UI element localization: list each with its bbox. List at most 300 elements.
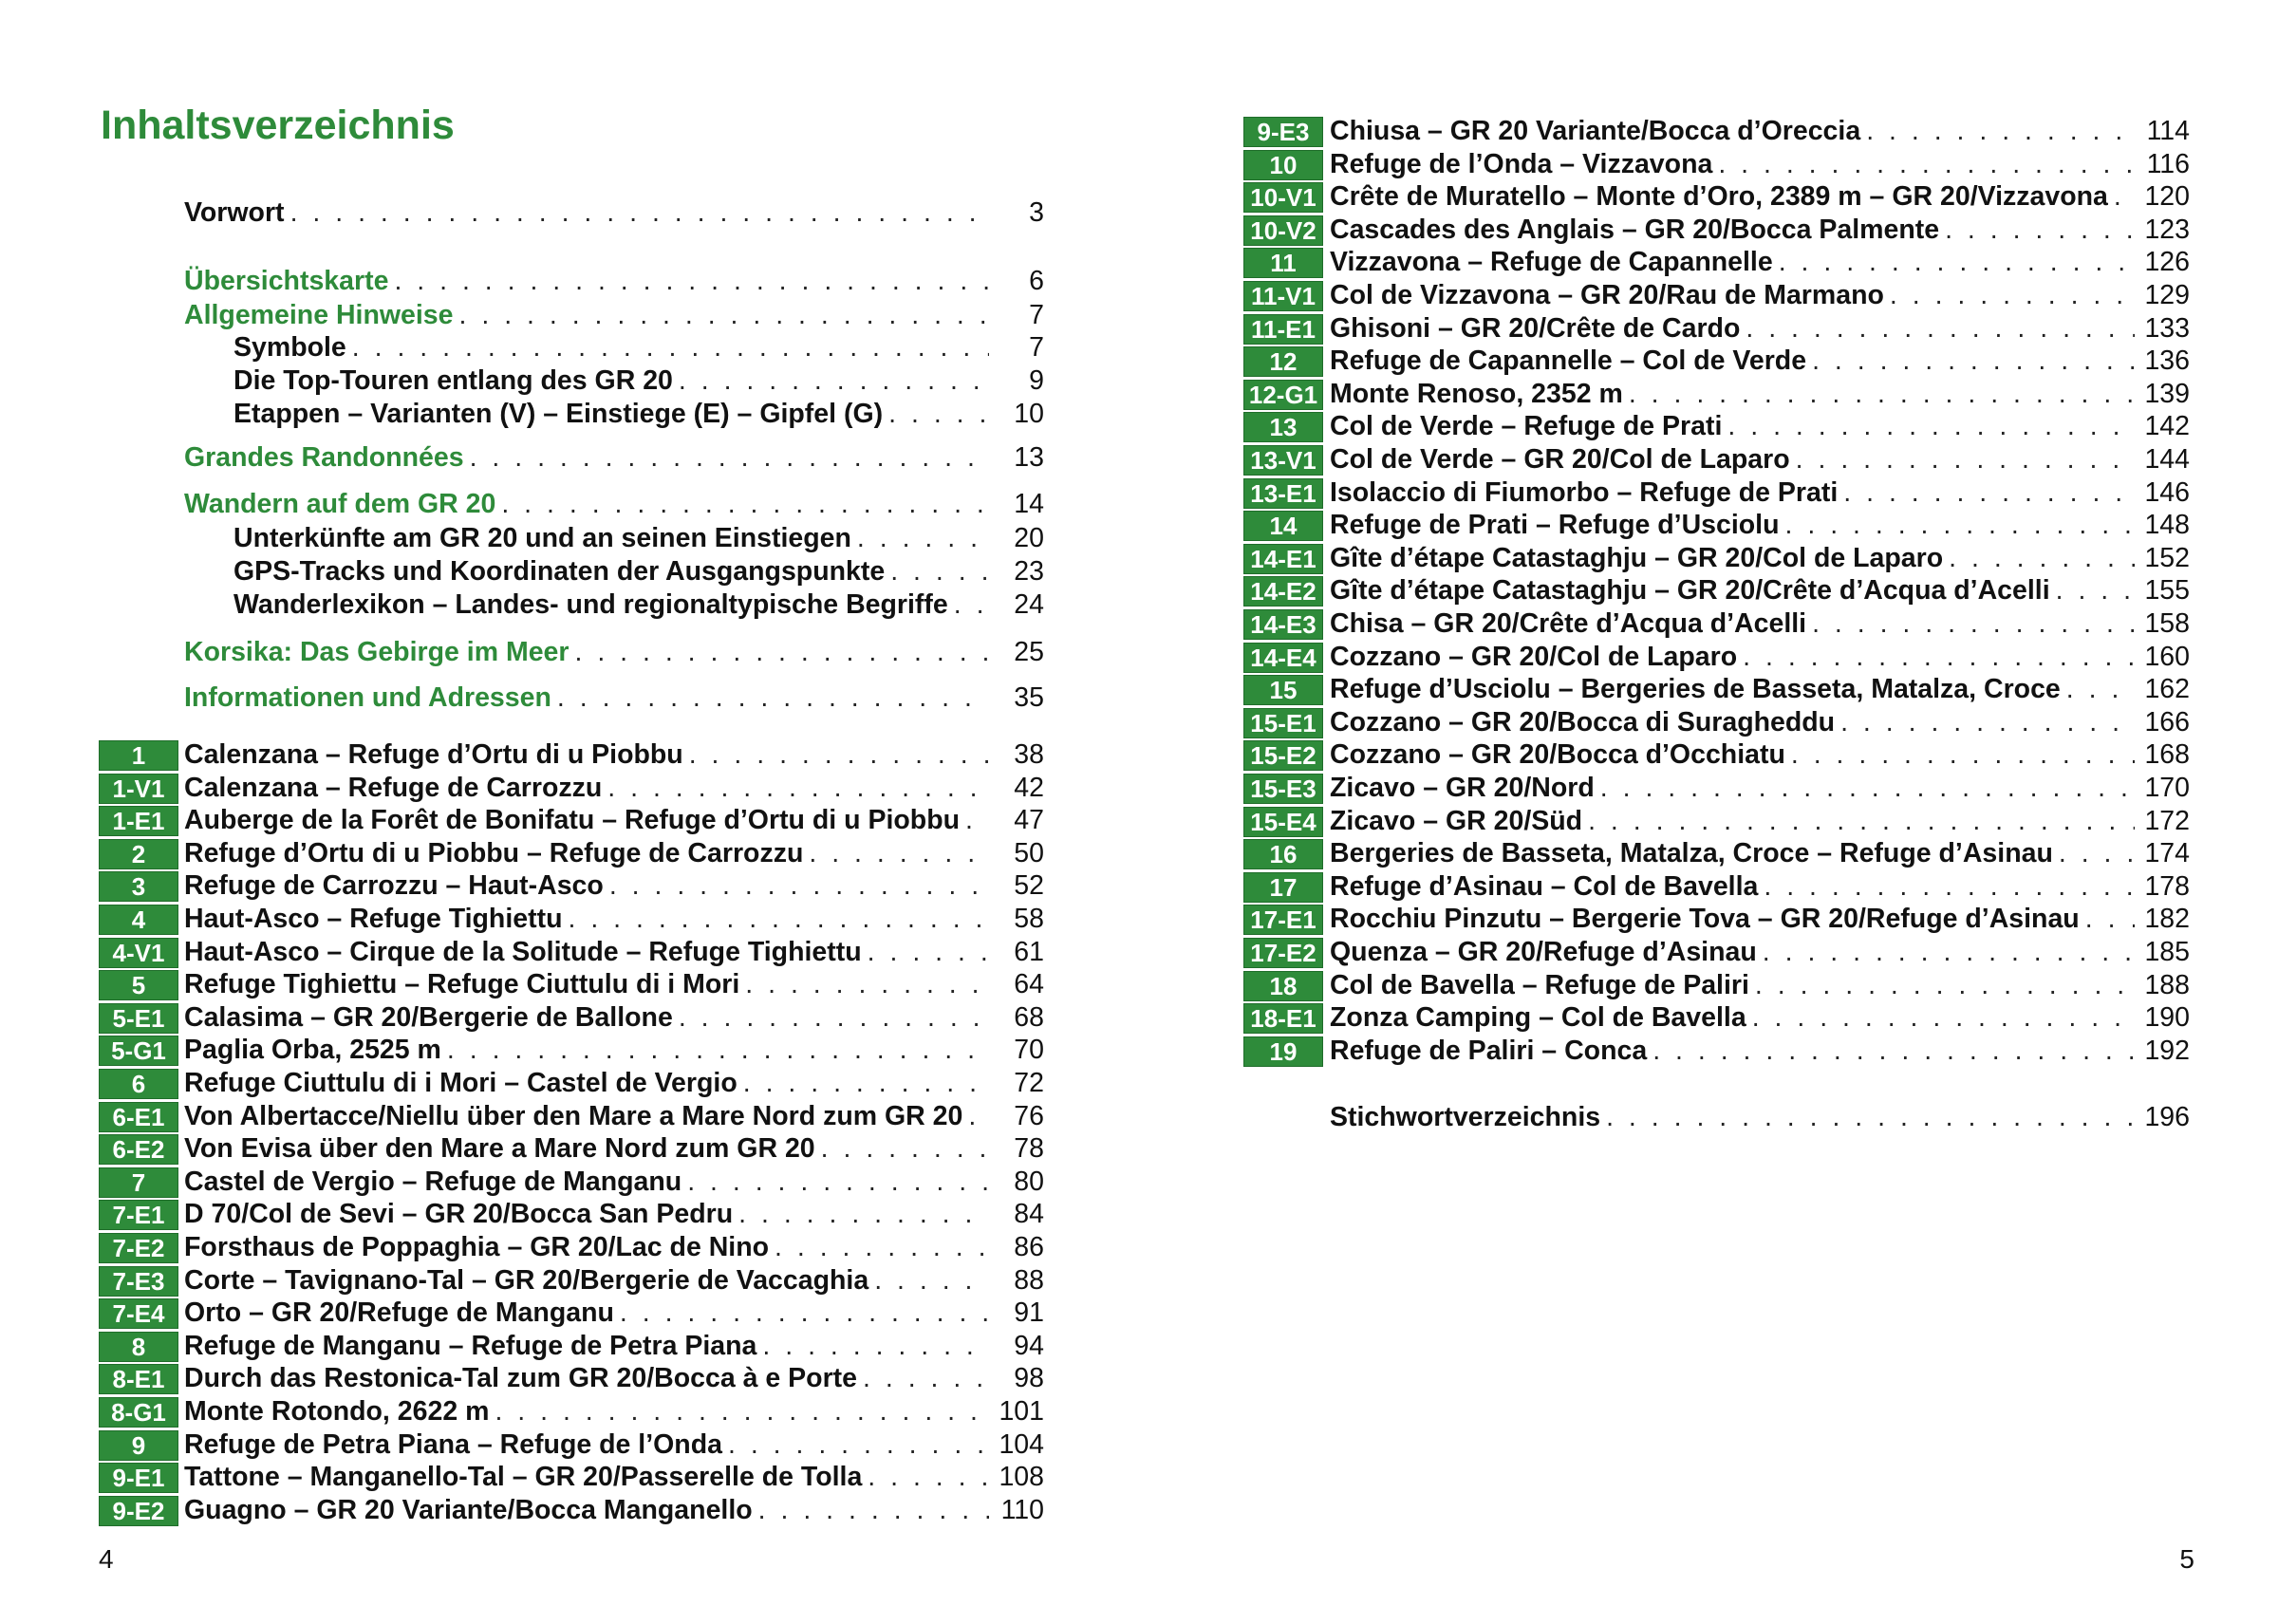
dot-leader [620, 1297, 989, 1328]
dot-leader [1796, 444, 2135, 475]
stage-code-badge: 18-E1 [1243, 1003, 1323, 1034]
tour-entry[interactable] [184, 805, 1044, 835]
stage-code-badge: 6-E1 [99, 1102, 178, 1132]
entry-title: Refuge de l’Onda – Vizzavona [1330, 148, 1713, 179]
stage-code-badge: 13 [1243, 412, 1323, 442]
stage-code-badge: 9-E3 [1243, 117, 1323, 147]
entry-title: Refuge de Carrozzu – Haut-Asco [184, 870, 604, 902]
stage-code-badge: 14-E1 [1243, 544, 1323, 574]
tour-entry[interactable] [1330, 937, 2190, 967]
tour-entry[interactable] [184, 1297, 1044, 1328]
entry-page-number: 174 [2144, 838, 2190, 869]
dot-leader [968, 1101, 989, 1131]
entry-page-number: 10 [1014, 399, 1044, 429]
entry-page-number: 84 [1014, 1199, 1044, 1230]
toc-entry[interactable] [233, 332, 1044, 363]
entry-title: Guagno – GR 20 Variante/Bocca Manganello [184, 1494, 753, 1525]
stage-code-badge: 7 [99, 1167, 178, 1198]
entry-page-number: 13 [1014, 442, 1044, 473]
dot-leader [679, 365, 989, 396]
entry-title: Ghisoni – GR 20/Crête de Cardo [1330, 312, 1741, 344]
toc-entry[interactable] [184, 442, 1044, 473]
stage-code-badge: 4-V1 [99, 938, 178, 968]
tour-entry[interactable] [1330, 904, 2190, 934]
dot-leader [758, 1495, 989, 1525]
entry-title: Paglia Orba, 2525 m [184, 1035, 441, 1066]
dot-leader [569, 904, 990, 934]
stage-code-badge: 12-G1 [1243, 380, 1323, 410]
entry-page-number: 123 [2144, 214, 2190, 245]
entry-page-number: 146 [2144, 476, 2190, 508]
entry-title: Gîte d’étape Catastaghju – GR 20/Col de Laparo [1330, 542, 1944, 573]
entry-title: Etappen – Varianten (V) – Einstiege (E) – Gipfel (G) [233, 399, 884, 429]
stage-code-badge: 2 [99, 839, 178, 869]
page-title: Inhaltsverzeichnis [101, 103, 455, 148]
tour-entry[interactable] [1330, 280, 2190, 310]
entry-title: Refuge d’Usciolu – Bergeries de Basseta, Matalza, Croce [1330, 674, 2061, 705]
entry-title: Vizzavona – Refuge de Capannelle [1330, 247, 1773, 278]
tour-entry[interactable] [1330, 543, 2190, 573]
entry-title: Refuge de Capannelle – Col de Verde [1330, 345, 1807, 377]
dot-leader [495, 1396, 989, 1427]
entry-page-number: 120 [2144, 181, 2190, 213]
dot-leader [1718, 149, 2135, 179]
entry-title: Zicavo – GR 20/Nord [1330, 773, 1595, 803]
stage-code-badge: 1 [99, 740, 178, 771]
tour-entry[interactable] [1330, 1002, 2190, 1033]
tour-entry[interactable] [184, 1199, 1044, 1229]
dot-leader [501, 489, 989, 519]
stage-code-badge: 5 [99, 970, 178, 1000]
entry-page-number: 170 [2144, 773, 2190, 803]
entry-page-number: 35 [1014, 682, 1044, 713]
tour-entry[interactable] [1330, 444, 2190, 475]
dot-leader [821, 1133, 989, 1164]
entry-page-number: 88 [1014, 1264, 1044, 1296]
dot-leader [1866, 116, 2135, 146]
entry-title: D 70/Col de Sevi – GR 20/Bocca San Pedru [184, 1199, 734, 1230]
entry-page-number: 104 [999, 1428, 1044, 1460]
entry-title: Col de Bavella – Refuge de Paliri [1330, 969, 1749, 1000]
entry-page-number: 64 [1014, 969, 1044, 1000]
stage-code-badge: 11-E1 [1243, 314, 1323, 345]
entry-page-number: 188 [2144, 969, 2190, 1000]
dot-leader [874, 1265, 989, 1296]
entry-page-number: 172 [2144, 805, 2190, 836]
stage-code-badge: 10-V2 [1243, 215, 1323, 246]
stage-code-badge: 8-E1 [99, 1364, 178, 1394]
entry-page-number: 3 [1029, 197, 1044, 228]
entry-title: Tattone – Manganello-Tal – GR 20/Passerelle de Tolla [184, 1462, 863, 1493]
entry-title: Refuge de Prati – Refuge d’Usciolu [1330, 510, 1780, 541]
entry-title: Cascades des Anglais – GR 20/Bocca Palmente [1330, 214, 1940, 245]
entry-title: Bergeries de Basseta, Matalza, Croce – Refuge d’Asinau [1330, 838, 2053, 869]
dot-leader [1606, 1102, 2135, 1132]
tour-entry[interactable] [1330, 739, 2190, 770]
stage-code-badge: 16 [1243, 839, 1323, 869]
entry-page-number: 144 [2144, 444, 2190, 475]
dot-leader [1743, 642, 2135, 672]
entry-page-number: 42 [1014, 772, 1044, 803]
entry-page-number: 101 [999, 1396, 1044, 1427]
tour-entry[interactable] [1330, 674, 2190, 704]
tour-entry[interactable] [1330, 575, 2190, 606]
toc-entry[interactable] [233, 399, 1044, 429]
tour-entry[interactable] [1330, 116, 2190, 146]
entry-page-number: 182 [2144, 904, 2190, 935]
dot-leader [1763, 937, 2135, 967]
stage-code-badge: 9 [99, 1430, 178, 1461]
stage-code-badge: 11-V1 [1243, 281, 1323, 311]
stage-code-badge: 14-E4 [1243, 643, 1323, 673]
tour-entry[interactable] [1330, 313, 2190, 344]
entry-title: Haut-Asco – Cirque de la Solitude – Refuge Tighiettu [184, 936, 862, 967]
entry-page-number: 72 [1014, 1068, 1044, 1098]
tour-entry[interactable] [1330, 773, 2190, 803]
entry-title: Refuge d’Asinau – Col de Bavella [1330, 870, 1759, 902]
entry-page-number: 158 [2144, 608, 2190, 639]
dot-leader [1629, 379, 2135, 409]
stage-code-badge: 10 [1243, 150, 1323, 180]
tour-entry[interactable] [1330, 149, 2190, 179]
dot-leader [609, 870, 989, 901]
entry-title: Calasima – GR 20/Bergerie de Ballone [184, 1001, 673, 1033]
stage-code-badge: 5-E1 [99, 1003, 178, 1034]
dot-leader [1945, 215, 2135, 245]
entry-title: Refuge Ciuttulu di i Mori – Castel de Vergio [184, 1068, 738, 1098]
stage-code-badge: 7-E1 [99, 1200, 178, 1230]
tour-entry[interactable] [1330, 510, 2190, 540]
entry-page-number: 38 [1014, 739, 1044, 770]
dot-leader [607, 773, 989, 803]
stage-code-badge: 6-E2 [99, 1134, 178, 1165]
right-page [1139, 0, 2278, 1624]
stage-code-badge: 6 [99, 1069, 178, 1099]
entry-page-number: 185 [2144, 937, 2190, 967]
dot-leader [745, 969, 989, 999]
entry-page-number: 190 [2144, 1002, 2190, 1034]
dot-leader [1812, 345, 2135, 376]
tour-entry[interactable] [184, 870, 1044, 901]
tour-entry[interactable] [1330, 181, 2190, 212]
entry-title: Wandern auf dem GR 20 [184, 489, 496, 519]
entry-title: Cozzano – GR 20/Bocca d’Occhiatu [1330, 739, 1785, 771]
stage-code-badge: 9-E1 [99, 1463, 178, 1493]
entry-title: Korsika: Das Gebirge im Meer [184, 637, 570, 667]
dot-leader [965, 805, 989, 835]
tour-entry[interactable] [1330, 247, 2190, 277]
entry-title: Unterkünfte am GR 20 und an seinen Einstiegen [233, 523, 851, 553]
toc-entry[interactable] [184, 300, 1044, 330]
tour-entry[interactable] [184, 1429, 1044, 1460]
tour-entry[interactable] [1330, 970, 2190, 1000]
stage-code-badge: 15-E3 [1243, 774, 1323, 804]
entry-page-number: 52 [1014, 870, 1044, 902]
dot-leader [1652, 1036, 2135, 1066]
entry-title: Übersichtskarte [184, 266, 389, 296]
entry-title: Castel de Vergio – Refuge de Manganu [184, 1166, 682, 1197]
entry-title: GPS-Tracks und Koordinaten der Ausgangspunkte [233, 556, 886, 587]
entry-page-number: 160 [2144, 641, 2190, 672]
entry-page-number: 142 [2144, 411, 2190, 442]
stage-code-badge: 11 [1243, 248, 1323, 278]
tour-entry[interactable] [184, 1232, 1044, 1262]
tour-entry[interactable] [1330, 411, 2190, 441]
dot-leader [1600, 773, 2135, 803]
entry-page-number: 110 [1000, 1494, 1044, 1525]
entry-page-number: 136 [2144, 345, 2190, 377]
dot-leader [2114, 181, 2135, 212]
stage-code-badge: 19 [1243, 1036, 1323, 1067]
entry-page-number: 9 [1029, 365, 1044, 396]
tour-entry[interactable] [184, 1265, 1044, 1296]
entry-page-number: 14 [1014, 489, 1044, 519]
stage-code-badge: 1-E1 [99, 806, 178, 836]
entry-page-number: 78 [1014, 1133, 1044, 1165]
toc-entry[interactable] [184, 682, 1044, 713]
entry-title: Zonza Camping – Col de Bavella [1330, 1002, 1746, 1034]
entry-page-number: 91 [1014, 1297, 1044, 1329]
tour-entry[interactable] [184, 1101, 1044, 1131]
stage-code-badge: 14 [1243, 511, 1323, 541]
entry-title: Von Albertacce/Niellu über den Mare a Mare Nord zum GR 20 [184, 1100, 963, 1131]
dot-leader [868, 937, 989, 967]
entry-title: Refuge d’Ortu di u Piobbu – Refuge de Carrozzu [184, 837, 804, 868]
entry-page-number: 7 [1029, 332, 1044, 363]
entry-title: Refuge Tighiettu – Refuge Ciuttulu di i Mori [184, 969, 740, 1000]
tour-entry[interactable] [1330, 642, 2190, 672]
dot-leader [1755, 970, 2135, 1000]
dot-leader [557, 682, 989, 713]
dot-leader [1779, 247, 2135, 277]
entry-page-number: 148 [2144, 510, 2190, 541]
dot-leader [1890, 280, 2135, 310]
dot-leader [1746, 313, 2135, 344]
tour-entry[interactable] [1330, 806, 2190, 836]
entry-page-number: 7 [1029, 300, 1044, 330]
dot-leader [679, 1002, 989, 1033]
stage-code-badge: 15-E4 [1243, 807, 1323, 837]
tour-entry[interactable] [184, 1133, 1044, 1164]
dot-leader [352, 332, 989, 363]
tour-entry[interactable] [1330, 707, 2190, 737]
stage-code-badge: 9-E2 [99, 1496, 178, 1526]
toc-entry[interactable] [233, 556, 1044, 587]
stage-code-badge: 12 [1243, 346, 1323, 377]
dot-leader [575, 637, 990, 667]
dot-leader [857, 523, 989, 553]
tour-entry[interactable] [184, 937, 1044, 967]
toc-entry[interactable] [184, 489, 1044, 519]
tour-entry[interactable] [1330, 215, 2190, 245]
dot-leader [1840, 707, 2135, 737]
stage-code-badge: 8-G1 [99, 1397, 178, 1428]
tour-entry[interactable] [1330, 379, 2190, 409]
index-entry-row[interactable] [1330, 1102, 2190, 1132]
tour-entry[interactable] [1330, 838, 2190, 868]
entry-page-number: 166 [2144, 706, 2190, 737]
stage-code-badge: 3 [99, 871, 178, 902]
entry-page-number: 94 [1014, 1330, 1044, 1361]
entry-page-number: 108 [999, 1462, 1044, 1493]
entry-page-number: 152 [2144, 542, 2190, 573]
toc-entry[interactable] [233, 523, 1044, 553]
stage-code-badge: 15-E1 [1243, 708, 1323, 738]
entry-title: Durch das Restonica-Tal zum GR 20/Bocca à e Porte [184, 1363, 858, 1394]
stage-code-badge: 17-E1 [1243, 905, 1323, 935]
stage-code-badge: 17 [1243, 872, 1323, 903]
entry-title: Isolaccio di Fiumorbo – Refuge de Prati [1330, 476, 1839, 508]
entry-title: Col de Verde – Refuge de Prati [1330, 411, 1723, 442]
entry-title: Col de Vizzavona – GR 20/Rau de Marmano [1330, 280, 1884, 310]
dot-leader [954, 589, 989, 620]
stage-code-badge: 10-V1 [1243, 182, 1323, 213]
stage-code-badge: 15-E2 [1243, 740, 1323, 771]
entry-title: Wanderlexikon – Landes- und regionaltypische Begriffe [233, 589, 948, 620]
stage-code-badge: 14-E2 [1243, 576, 1323, 607]
entry-page-number: 68 [1014, 1001, 1044, 1033]
stage-code-badge: 14-E3 [1243, 609, 1323, 640]
tour-entry[interactable] [184, 1495, 1044, 1525]
dot-leader [762, 1331, 989, 1361]
dot-leader [689, 739, 989, 770]
tour-entry[interactable] [184, 904, 1044, 934]
tour-entry[interactable] [184, 1396, 1044, 1427]
toc-entry[interactable] [233, 365, 1044, 396]
dot-leader [2056, 575, 2135, 606]
dot-leader [868, 1462, 989, 1492]
tour-entry[interactable] [184, 969, 1044, 999]
stage-code-badge: 7-E2 [99, 1233, 178, 1263]
dot-leader [863, 1363, 989, 1393]
entry-title: Gîte d’étape Catastaghju – GR 20/Crête d’Acqua d’Acelli [1330, 575, 2050, 607]
entry-title: Von Evisa über den Mare a Mare Nord zum GR 20 [184, 1133, 815, 1165]
dot-leader [1785, 510, 2135, 540]
entry-title: Quenza – GR 20/Refuge d’Asinau [1330, 937, 1757, 967]
dot-leader [2066, 674, 2135, 704]
page-number-left: 4 [99, 1544, 114, 1574]
tour-entry[interactable] [184, 739, 1044, 770]
stage-code-badge: 1-V1 [99, 774, 178, 804]
entry-page-number: 133 [2144, 312, 2190, 344]
entry-page-number: 25 [1014, 637, 1044, 667]
tour-entry[interactable] [184, 1167, 1044, 1197]
dot-leader [447, 1035, 989, 1065]
entry-title: Corte – Tavignano-Tal – GR 20/Bergerie de Vaccaghia [184, 1264, 869, 1296]
tour-entry[interactable] [184, 773, 1044, 803]
entry-page-number: 126 [2144, 247, 2190, 278]
stage-code-badge: 5-G1 [99, 1036, 178, 1066]
dot-leader [394, 266, 989, 296]
entry-page-number: 50 [1014, 837, 1044, 868]
dot-leader [890, 556, 989, 587]
tour-entry[interactable] [1330, 608, 2190, 639]
tour-entry[interactable] [184, 1462, 1044, 1492]
entry-page-number: 98 [1014, 1363, 1044, 1394]
entry-title: Calenzana – Refuge de Carrozzu [184, 772, 603, 803]
stage-code-badge: 7-E3 [99, 1266, 178, 1297]
entry-page-number: 58 [1014, 904, 1044, 934]
entry-page-number: 162 [2144, 674, 2190, 705]
dot-leader [809, 838, 989, 868]
entry-page-number: 178 [2144, 870, 2190, 902]
entry-title: Crête de Muratello – Monte d’Oro, 2389 m – GR 20/Vizzavona [1330, 181, 2108, 213]
tour-entry[interactable] [184, 1035, 1044, 1065]
dot-leader [743, 1068, 989, 1098]
entry-page-number: 61 [1014, 936, 1044, 967]
dot-leader [459, 300, 989, 330]
entry-title: Informationen und Adressen [184, 682, 551, 713]
dot-leader [1727, 411, 2135, 441]
tour-entry[interactable] [184, 1331, 1044, 1361]
stage-code-badge: 17-E2 [1243, 938, 1323, 968]
entry-title: Haut-Asco – Refuge Tighiettu [184, 904, 563, 934]
entry-page-number: 116 [2146, 148, 2190, 179]
entry-page-number: 80 [1014, 1166, 1044, 1197]
entry-page-number: 129 [2144, 280, 2190, 310]
dot-leader [1791, 739, 2135, 770]
tour-entry[interactable] [1330, 1036, 2190, 1066]
entry-page-number: 47 [1014, 805, 1044, 836]
dot-leader [1588, 806, 2135, 836]
entry-page-number: 139 [2144, 378, 2190, 409]
toc-entry[interactable] [184, 266, 1044, 296]
toc-entry[interactable] [184, 197, 1044, 228]
entry-page-number: 168 [2144, 739, 2190, 771]
entry-title: Zicavo – GR 20/Süd [1330, 805, 1583, 836]
page-number-right: 5 [2179, 1544, 2194, 1574]
entry-title: Auberge de la Forêt de Bonifatu – Refuge d’Ortu di u Piobbu [184, 805, 961, 836]
stage-code-badge: 18 [1243, 971, 1323, 1001]
tour-entry[interactable] [1330, 345, 2190, 376]
entry-title: Rocchiu Pinzutu – Bergerie Tova – GR 20/Refuge d’Asinau [1330, 904, 2080, 935]
dot-leader [2059, 838, 2135, 868]
dot-leader [1843, 477, 2135, 508]
entry-title: Monte Renoso, 2352 m [1330, 378, 1623, 409]
entry-title: Col de Verde – GR 20/Col de Laparo [1330, 444, 1790, 475]
stage-code-badge: 7-E4 [99, 1298, 178, 1329]
dot-leader [290, 197, 989, 228]
dot-leader [687, 1167, 989, 1197]
dot-leader [888, 399, 989, 429]
entry-page-number: 196 [2144, 1102, 2190, 1132]
toc-entry[interactable] [233, 589, 1044, 620]
tour-entry[interactable] [184, 838, 1044, 868]
stage-code-badge: 13-E1 [1243, 478, 1323, 509]
entry-title: Monte Rotondo, 2622 m [184, 1396, 490, 1427]
entry-title: Cozzano – GR 20/Col de Laparo [1330, 641, 1738, 672]
stage-code-badge: 15 [1243, 675, 1323, 705]
entry-page-number: 6 [1029, 266, 1044, 296]
tour-entry[interactable] [1330, 477, 2190, 508]
entry-title: Chiusa – GR 20 Variante/Bocca d’Oreccia [1330, 116, 1861, 146]
tour-entry[interactable] [1330, 871, 2190, 902]
dot-leader [2085, 904, 2135, 934]
dot-leader [1949, 543, 2135, 573]
toc-entry[interactable] [184, 637, 1044, 667]
dot-leader [1764, 871, 2135, 902]
entry-page-number: 20 [1014, 523, 1044, 553]
entry-page-number: 24 [1014, 589, 1044, 620]
dot-leader [470, 442, 989, 473]
tour-entry[interactable] [184, 1363, 1044, 1393]
entry-title: Chisa – GR 20/Crête d’Acqua d’Acelli [1330, 608, 1807, 639]
tour-entry[interactable] [184, 1068, 1044, 1098]
tour-entry[interactable] [184, 1002, 1044, 1033]
entry-title: Vorwort [184, 197, 285, 228]
dot-leader [1812, 608, 2135, 639]
entry-title: Refuge de Petra Piana – Refuge de l’Onda [184, 1428, 722, 1460]
